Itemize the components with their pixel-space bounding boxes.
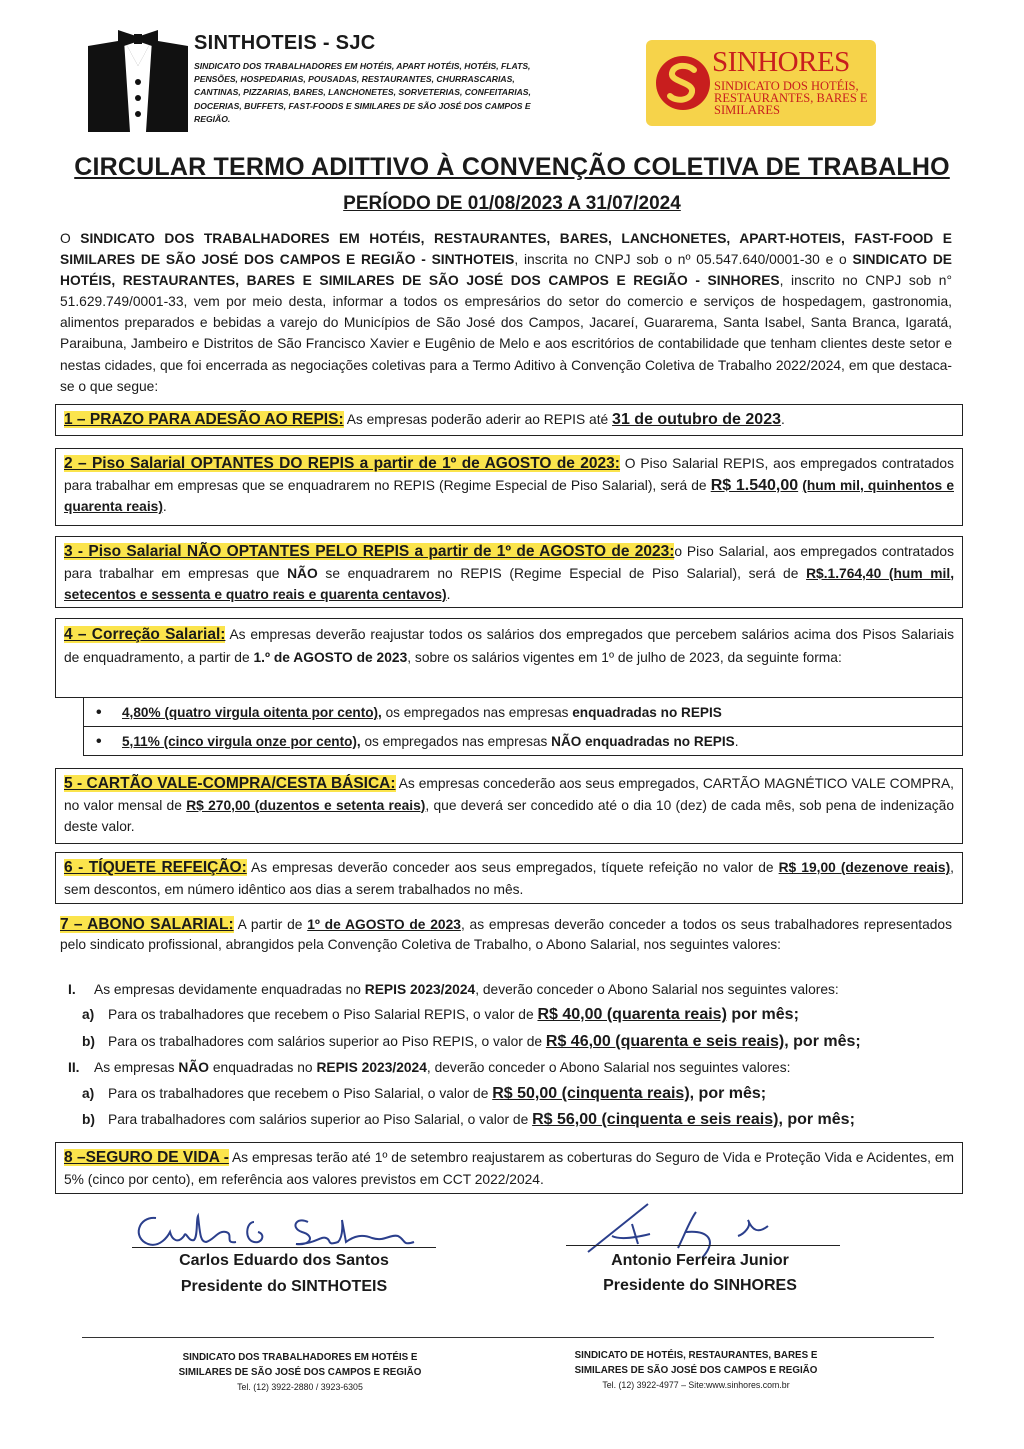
section-1-heading: 1 – PRAZO PARA ADESÃO AO REPIS: [64, 411, 344, 428]
sinthoteis-header [88, 26, 538, 136]
tuxedo-logo-icon [88, 26, 188, 132]
section-2-heading: 2 – Piso Salarial OPTANTES DO REPIS a partir de 1º de AGOSTO de 2023: [64, 455, 620, 472]
sinthoteis-name: SINTHOTEIS - SJC [194, 32, 376, 54]
sinthoteis-description: SINDICATO DOS TRABALHADORES EM HOTÉIS, APART HOTÉIS, HOTÉIS, FLATS, PENSÕES, HOSPEDARIAS, POUSADAS, RESTAURANTES, CHURRASCARIAS, CANTINAS, PIZZARIAS, BARES, LANCHONETES, SORVETERIAS, CONFEITARIAS, DOCERIAS, BUFFETS, FAST-FOODS E SIMILARES DE SÃO JOSÉ DOS CAMPOS E REGIÃO. [194, 61, 531, 124]
footer-divider [82, 1337, 934, 1338]
list-item: • 5,11% (cinco virgula onze por cento), os empregados nas empresas NÃO enquadradas no REPIS. [84, 726, 962, 755]
section-5-meal-card: 5 - CARTÃO VALE-COMPRA/CESTA BÁSICA: As empresas concederão aos seus empregados, CARTÃO MAGNÉTICO VALE COMPRA, no valor mensal de R$ 270,00 (duzentos e setenta reais), que deverá ser concedido até o dia 10 (dez) de cada mês, sob pena de indenização deste valor. [55, 768, 963, 844]
section-6-meal-ticket: 6 - TÍQUETE REFEIÇÃO: As empresas deverão conceder aos seus empregados, tíquete refeição no valor de R$ 19,00 (dezenove reais), sem descontos, em número idêntico aos dias a serem trabalhados no mês. [55, 852, 963, 904]
intro-paragraph: O SINDICATO DOS TRABALHADORES EM HOTÉIS, RESTAURANTES, BARES, LANCHONETES, APART-HOTEIS, FAST-FOOD E SIMILARES DE SÃO JOSÉ DOS CAMPOS E REGIÃO - SINTHOTEIS, inscrita no CNPJ sob o nº 05.547.640/0001-30 e o SINDICATO DE HOTÉIS, RESTAURANTES, BARES E SIMILARES DE SÃO JOSÉ DOS CAMPOS E REGIÃO - SINHORES, inscrito no CNPJ sob n° 51.629.749/0001-33, vem por meio desta, informar a todos os empresários do setor do comercio e serviços de hospedagem, gastronomia, alimentos preparados e bebidas a varejo do Municípios de São José dos Campos, Jacareí, Guararema, Santa Isabel, Santa Branca, Igaratá, Paraibuna, Jambeiro e Distritos de São Francisco Xavier e Eugênio de Melo e aos escritórios de contabilidade que tenham clientes deste setor e nestas cidades, que foi encerrada as negociações coletivas para a Termo Aditivo à Convenção Coletiva de Trabalho 2022/2024, em que destaca-se o que segue: [60, 231, 952, 394]
section-3-heading: 3 - Piso Salarial NÃO OPTANTES PELO REPIS a partir de 1º de AGOSTO de 2023: [64, 543, 675, 560]
section-1-repis-deadline: 1 – PRAZO PARA ADESÃO AO REPIS: As empresas poderão aderir ao REPIS até 31 de outubro de 2023. [55, 404, 963, 436]
section-7-heading: 7 – ABONO SALARIAL: [60, 916, 234, 933]
section-4-bullets [83, 697, 963, 756]
footer-left: SINDICATO DOS TRABALHADORES EM HOTÉIS E SIMILARES DE SÃO JOSÉ DOS CAMPOS E REGIÃO Tel. (12) 3922-2880 / 3923-6305 [178, 1352, 422, 1392]
document-period: PERÍODO DE 01/08/2023 A 31/07/2024 [343, 193, 681, 214]
bonus-group-non-repis: II. As empresas NÃO enquadradas no REPIS 2023/2024, deverão conceder o Abono Salarial nos seguintes valores: [68, 1060, 791, 1075]
repis-floor-value: R$ 1.540,00 [710, 476, 799, 494]
section-7-salary-bonus: 7 – ABONO SALARIAL: A partir de 1º de AGOSTO de 2023, as empresas deverão conceder a todos os seus trabalhadores representados pelo sindicato profissional, abrangidos pela Convenção Coletiva de Trabalho, o Abono Salarial, nos seguintes valores: [60, 916, 953, 952]
signature-left-icon [126, 1206, 426, 1256]
bonus-item-repis-b: b) Para os trabalhadores com salários superior ao Piso REPIS, o valor de R$ 46,00 (quarenta e seis reais), por mês; [82, 1033, 861, 1050]
bonus-item-non-repis-b: b) Para trabalhadores com salários superior ao Piso Salarial, o valor de R$ 56,00 (cinquenta e seis reais), por mês; [82, 1111, 855, 1128]
bonus-item-non-repis-a: a) Para os trabalhadores que recebem o Piso Salarial, o valor de R$ 50,00 (cinquenta reais), por mês; [82, 1085, 767, 1102]
bonus-group-repis: I. As empresas devidamente enquadradas no REPIS 2023/2024, deverão conceder o Abono Salarial nos seguintes valores: [68, 982, 839, 997]
sinhores-description: SINDICATO DOS HOTÉIS, RESTAURANTES, BARES E SIMILARES [714, 79, 868, 117]
section-6-heading: 6 - TÍQUETE REFEIÇÃO: [64, 859, 247, 876]
sinhores-logo [646, 40, 876, 126]
sinhores-name: SINHORES [712, 46, 850, 78]
meal-card-value: R$ 270,00 (duzentos e setenta reais) [186, 797, 426, 813]
list-item: • 4,80% (quatro virgula oitenta por cento), os empregados nas empresas enquadradas no REPIS [84, 697, 962, 726]
signer-right-name: Antonio Ferreira Junior [611, 1252, 789, 1269]
section-5-heading: 5 - CARTÃO VALE-COMPRA/CESTA BÁSICA: [64, 775, 396, 792]
signer-left-role: Presidente do SINTHOTEIS [180, 1278, 388, 1295]
bonus-item-repis-a: a) Para os trabalhadores que recebem o Piso Salarial REPIS, o valor de R$ 40,00 (quarenta reais) por mês; [82, 1006, 799, 1023]
signer-right-role: Presidente do SINHORES [603, 1277, 797, 1294]
section-4-heading: 4 – Correção Salarial: [64, 626, 226, 643]
section-8-life-insurance: 8 –SEGURO DE VIDA - As empresas terão até 1º de setembro reajustarem as coberturas do Seguro de Vida e Proteção Vida e Acidentes, em 5% (cinco por cento), em referência aos valores previstos em CCT 2022/2024. [55, 1142, 963, 1194]
section-2-repis-floor-salary: 2 – Piso Salarial OPTANTES DO REPIS a partir de 1º de AGOSTO de 2023: O Piso Salarial REPIS, aos empregados contratados para trabalhar em empresas que se enquadrarem no REPIS (Regime Especial de Piso Salarial), será de R$ 1.540,00 (hum mil, quinhentos e quarenta reais). [55, 448, 963, 526]
signer-left-name: Carlos Eduardo dos Santos [179, 1252, 389, 1269]
meal-ticket-value: R$ 19,00 (dezenove reais) [778, 860, 951, 875]
signature-line-right [566, 1245, 840, 1246]
section-4-salary-correction: 4 – Correção Salarial: As empresas deverão reajustar todos os salários dos empregados que percebem salários acima dos Pisos Salariais de enquadramento, a partir de 1.º de AGOSTO de 2023, sobre os salários vigentes em 1º de julho de 2023, da seguinte forma: [55, 618, 963, 698]
footer-right: SINDICATO DE HOTÉIS, RESTAURANTES, BARES E SIMILARES DE SÃO JOSÉ DOS CAMPOS E REGIÃO Tel. (12) 3922-4977 – Site:www.sinhores.com.br [574, 1350, 818, 1390]
signature-line-left [132, 1247, 436, 1248]
document-title: CIRCULAR TERMO ADITTIVO À CONVENÇÃO COLETIVA DE TRABALHO [74, 153, 950, 181]
section-8-heading: 8 –SEGURO DE VIDA - [64, 1149, 229, 1166]
section-3-non-repis-floor-salary: 3 - Piso Salarial NÃO OPTANTES PELO REPIS a partir de 1º de AGOSTO de 2023:o Piso Salarial, aos empregados contratados para trabalhar em empresas que NÃO se enquadrarem no REPIS (Regime Especial de Piso Salarial), será de R$.1.764,40 (hum mil, setecentos e sessenta e quatro reais e quarenta centavos). [55, 536, 963, 608]
non-repis-floor-value: R$.1.764,40 (hum mil, setecentos e sessenta e quatro reais e quarenta centavos) [64, 565, 955, 602]
sinhores-s-logo-icon [654, 52, 712, 114]
repis-deadline-date: 31 de outubro de 2023 [612, 411, 781, 428]
